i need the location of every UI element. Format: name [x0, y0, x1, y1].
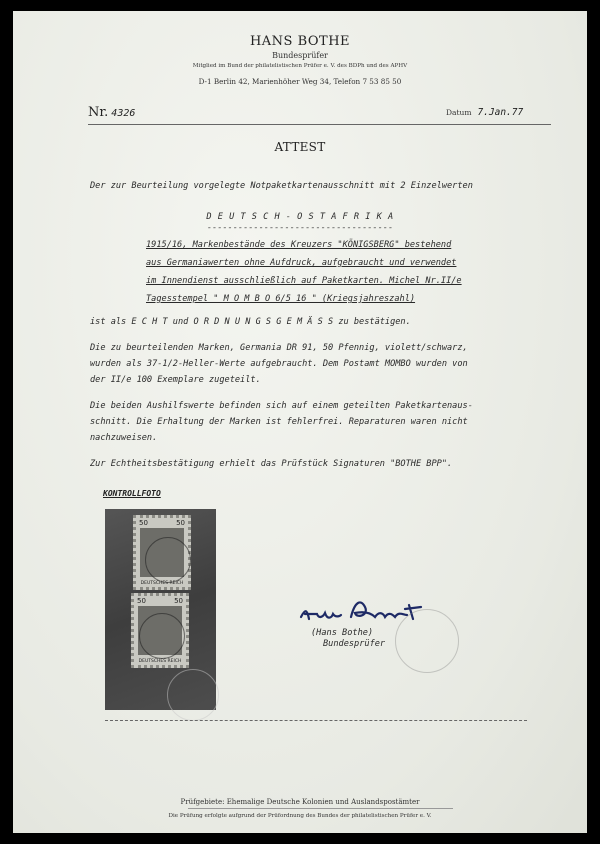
paragraph-1-line-3: der II/e 100 Exemplare zugeteilt. — [90, 375, 261, 385]
intro-line: Der zur Beurteilung vorgelegte Notpaketkartenausschnitt mit 2 Einzelwerten — [90, 181, 473, 191]
postmark-bottom — [139, 613, 185, 659]
paragraph-2-line-2: schnitt. Die Erhaltung der Marken ist fehlerfrei. Reparaturen waren nicht — [90, 417, 468, 427]
issuer-address: D-1 Berlin 42, Marienhöher Weg 34, Telefon 7 53 85 50 — [198, 77, 402, 86]
postmark-corner — [167, 669, 219, 721]
certificate-sheet — [13, 11, 587, 833]
footer-note: Die Prüfung erfolgte aufgrund der Prüfordnung des Bundes der philatelistischen Prüfer e. V. — [168, 813, 432, 819]
postmark-top — [145, 537, 191, 583]
description-line-3: im Innendienst ausschließlich auf Paketkarten. Michel Nr.II/e — [146, 276, 462, 286]
issuer-membership: Mitglied im Bund der philatelistischen Prüfer e. V. des BDPh und des APHV — [192, 63, 408, 69]
stamp-bottom-caption: DEUTSCHES REICH — [138, 659, 182, 664]
stamp-bottom-value-left: 50 — [137, 597, 146, 605]
issuer-name: HANS BOTHE — [249, 34, 351, 49]
control-photo — [105, 509, 216, 710]
date-value: 7.Jan.77 — [477, 107, 524, 118]
paragraph-3: Zur Echtheitsbestätigung erhielt das Prüfstück Signaturen "BOTHE BPP". — [90, 459, 453, 469]
paragraph-1-line-1: Die zu beurteilenden Marken, Germania DR 91, 50 Pfennig, violett/schwarz, — [90, 343, 468, 353]
number-value: 4326 — [111, 108, 136, 119]
footer-fields: Prüfgebiete: Ehemalige Deutsche Kolonien und Auslandspostämter — [180, 798, 420, 806]
number-label: Nr. — [88, 105, 109, 120]
stamp-top-caption: DEUTSCHES REICH — [140, 581, 184, 586]
certificate-number — [88, 105, 135, 120]
description-line-4: Tagesstempel " M O M B O 6/5 16 " (Kriegsjahreszahl) — [146, 294, 416, 304]
signer-role: Bundesprüfer — [323, 639, 386, 649]
header-divider — [88, 124, 551, 125]
stamp-bottom-value-right: 50 — [174, 597, 183, 605]
certificate-date — [446, 107, 523, 118]
control-photo-label: KONTROLLFOTO — [103, 489, 161, 498]
issuer-title: Bundesprüfer — [272, 51, 328, 60]
signature-divider — [105, 720, 527, 721]
paragraph-1-line-2: wurden als 37-1/2-Heller-Werte aufgebraucht. Dem Postamt MOMBO wurden von — [90, 359, 468, 369]
paragraph-2-line-1: Die beiden Aushilfswerte befinden sich auf einem geteilten Paketkartenaus- — [90, 401, 473, 411]
country-line: D E U T S C H - O S T A F R I K A — [206, 212, 394, 222]
signer-name: (Hans Bothe) — [311, 628, 374, 638]
document-heading: ATTEST — [274, 140, 326, 154]
footer-divider — [188, 808, 453, 809]
seal-impression — [395, 609, 459, 673]
description-line-1: 1915/16, Markenbestände des Kreuzers "KÖNIGSBERG" bestehend — [146, 240, 452, 250]
stamp-top-value-left: 50 — [139, 519, 148, 527]
country-rule: ------------------------------------ — [206, 223, 394, 233]
stamp-top-value-right: 50 — [176, 519, 185, 527]
description-line-2: aus Germaniawerten ohne Aufdruck, aufgebraucht und verwendet — [146, 258, 457, 268]
verdict-line: ist als E C H T und O R D N U N G S G E M Ä S S zu bestätigen. — [90, 317, 411, 327]
date-label: Datum — [446, 108, 472, 117]
paragraph-2-line-3: nachzuweisen. — [90, 433, 158, 443]
